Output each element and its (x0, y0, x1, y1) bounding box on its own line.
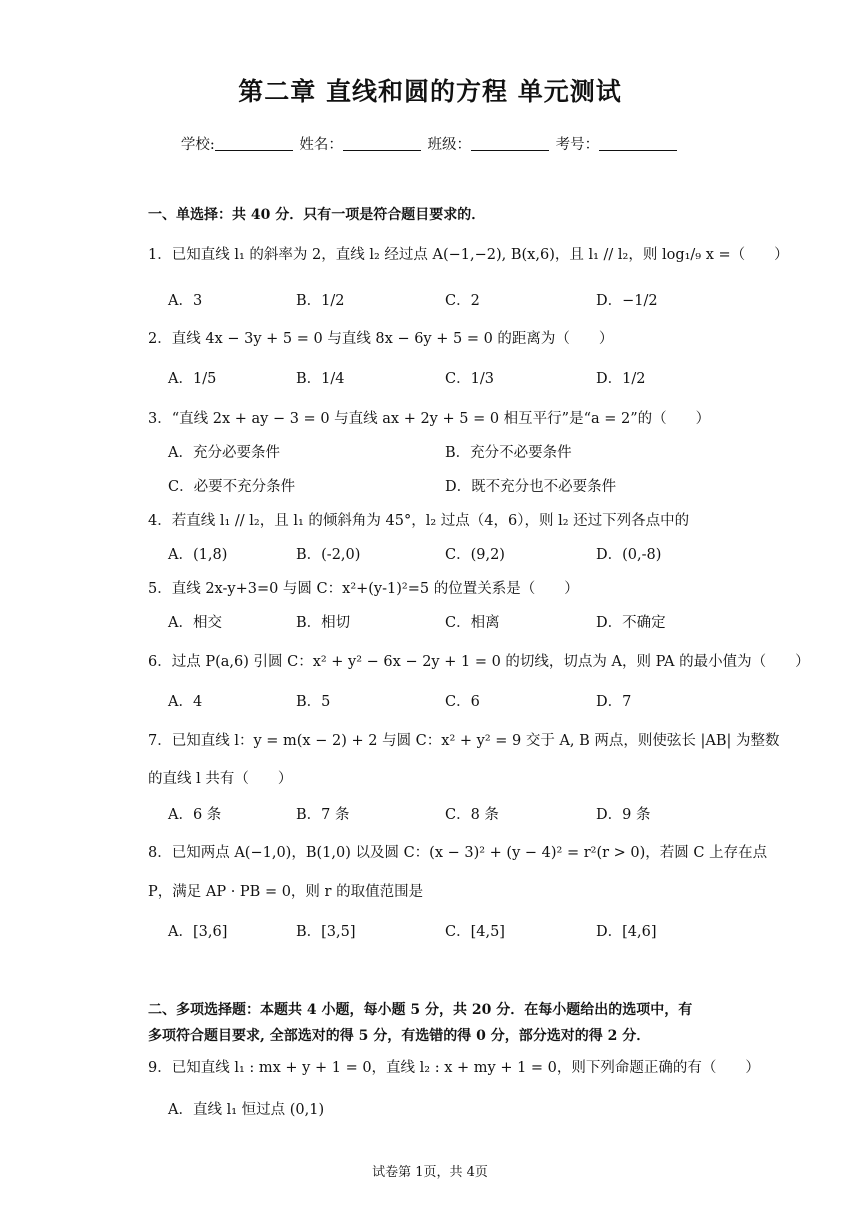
option-c[interactable]: C．2 (445, 293, 480, 309)
question-5-options (168, 611, 728, 639)
option-d[interactable]: D．[4,6] (596, 924, 657, 940)
option-c[interactable]: C．6 (445, 694, 480, 710)
option-a[interactable]: A．1/5 (168, 371, 217, 387)
question-1-options (168, 289, 728, 317)
school-blank[interactable] (215, 136, 293, 151)
question-8-line-1: 8．已知两点 A(−1,0)，B(1,0) 以及圆 C：(x − 3)² + (y − 4)² = r²(r > 0)，若圆 C 上存在点 (148, 845, 768, 861)
option-b[interactable]: B．1/4 (296, 371, 345, 387)
option-c[interactable]: C．(9,2) (445, 547, 505, 563)
question-3-options-row1 (168, 441, 728, 469)
school-label: 学校: (180, 137, 215, 153)
option-c[interactable]: C．8 条 (445, 807, 499, 823)
question-9-options (168, 1098, 728, 1126)
question-6-options (168, 690, 728, 718)
question-5: 5．直线 2x-y+3=0 与圆 C：x²+(y-1)²=5 的位置关系是（ ） (148, 581, 579, 597)
option-b[interactable]: B．(-2,0) (296, 547, 361, 563)
option-b[interactable]: B．7 条 (296, 807, 350, 823)
page-title: 第二章 直线和圆的方程 单元测试 (238, 77, 622, 106)
question-2-options (168, 367, 728, 395)
option-a[interactable]: A．相交 (168, 615, 222, 631)
option-a[interactable]: A．充分必要条件 (168, 445, 280, 461)
exam-no-blank[interactable] (599, 136, 677, 151)
class-label: 班级： (427, 137, 471, 153)
section-2-heading-line-2: 多项符合题目要求, 全部选对的得 5 分，有选错的得 0 分，部分选对的得 2 分． (148, 1028, 651, 1044)
question-8-line-2: P，满足 AP · PB = 0，则 r 的取值范围是 (148, 884, 424, 900)
name-label: 姓名： (299, 137, 343, 153)
option-d[interactable]: D．9 条 (596, 807, 651, 823)
class-blank[interactable] (471, 136, 549, 151)
option-d[interactable]: D．7 (596, 694, 632, 710)
option-b[interactable]: B．[3,5] (296, 924, 356, 940)
question-4-options (168, 543, 728, 571)
question-4: 4．若直线 l₁ // l₂，且 l₁ 的倾斜角为 45°，l₂ 过点（4，6），则 l₂ 还过下列各点中的 (148, 513, 690, 529)
question-7-options (168, 803, 728, 831)
option-c[interactable]: C．[4,5] (445, 924, 505, 940)
option-b[interactable]: B．5 (296, 694, 331, 710)
option-c[interactable]: C．必要不充分条件 (168, 479, 296, 495)
option-a[interactable]: A．(1,8) (168, 547, 228, 563)
question-3-options-row2 (168, 475, 728, 503)
option-c[interactable]: C．相离 (445, 615, 500, 631)
exam-no-label: 考号： (555, 137, 600, 153)
option-a[interactable]: A．6 条 (168, 807, 222, 823)
option-d[interactable]: D．(0,-8) (596, 547, 662, 563)
section-2-heading-line-1: 二、多项选择题：本题共 4 小题，每小题 5 分，共 20 分．在每小题给出的选项中，有 (148, 1002, 693, 1018)
option-d[interactable]: D．既不充分也不必要条件 (445, 479, 617, 495)
question-6: 6．过点 P(a,6) 引圆 C：x² + y² − 6x − 2y + 1 = 0 的切线，切点为 A，则 PA 的最小值为（ ） (148, 654, 810, 670)
option-a[interactable]: A．直线 l₁ 恒过点 (0,1) (168, 1102, 325, 1118)
option-d[interactable]: D．不确定 (596, 615, 666, 631)
option-d[interactable]: D．1/2 (596, 371, 646, 387)
question-7-line-1: 7．已知直线 l：y = m(x − 2) + 2 与圆 C：x² + y² = 9 交于 A, B 两点，则使弦长 |AB| 为整数 (148, 733, 780, 749)
option-b[interactable]: B．1/2 (296, 293, 345, 309)
option-a[interactable]: A．4 (168, 694, 203, 710)
option-d[interactable]: D．−1/2 (596, 293, 658, 309)
question-8-options (168, 920, 728, 948)
question-3: 3．“直线 2x + ay − 3 = 0 与直线 ax + 2y + 5 = 0 相互平行”是“a = 2”的（ ） (148, 411, 711, 427)
question-9: 9．已知直线 l₁ : mx + y + 1 = 0，直线 l₂ : x + my + 1 = 0，则下列命题正确的有（ ） (148, 1060, 760, 1076)
name-blank[interactable] (343, 136, 421, 151)
question-7-line-2: 的直线 l 共有（ ） (148, 771, 293, 787)
section-1-heading: 一、单选择：共 40 分．只有一项是符合题目要求的． (148, 207, 486, 223)
option-a[interactable]: A．[3,6] (168, 924, 228, 940)
question-2: 2．直线 4x − 3y + 5 = 0 与直线 8x − 6y + 5 = 0 的距离为（ ） (148, 331, 614, 347)
option-c[interactable]: C．1/3 (445, 371, 494, 387)
option-b[interactable]: B．相切 (296, 615, 351, 631)
student-info-line (0, 133, 860, 154)
question-1: 1．已知直线 l₁ 的斜率为 2，直线 l₂ 经过点 A(−1,−2), B(x,6)，且 l₁ // l₂，则 log₁/₉ x =（ ） (148, 247, 789, 263)
option-a[interactable]: A．3 (168, 293, 203, 309)
page-footer: 试卷第 1页，共 4页 (372, 1165, 488, 1180)
option-b[interactable]: B．充分不必要条件 (445, 445, 572, 461)
